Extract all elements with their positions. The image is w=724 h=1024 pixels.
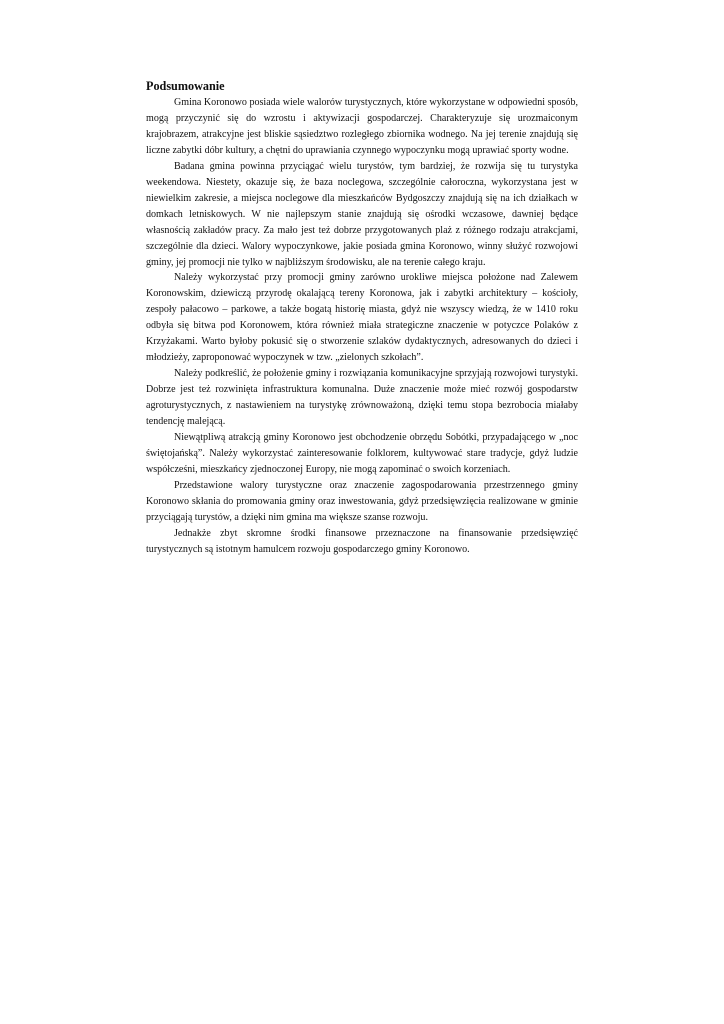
paragraph-5: Niewątpliwą atrakcją gminy Koronowo jest obchodzenie obrzędu Sobótki, przypadającego w „noc świętojańską”. Należy wykorzystać zainteresowanie folklorem, kultywować stare tradycje, gdyż ludzie współcześni, mieszkańcy zjednoczonej Europy, nie mogą zapominać o swoich korzeniach.	[146, 432, 578, 475]
document-page	[146, 78, 578, 558]
paragraph-6: Przedstawione walory turystyczne oraz znaczenie zagospodarowania przestrzennego gminy Koronowo skłania do promowania gminy oraz inwestowania, gdyż przedsięwzięcia realizowane w gminie przyciągają turystów, a dzięki nim gmina ma większe szanse rozwoju.	[146, 479, 578, 523]
paragraph-4: Należy podkreślić, że położenie gminy i rozwiązania komunikacyjne sprzyjają rozwojowi turystyki. Dobrze jest też rozwinięta infrastruktura komunalna. Duże znaczenie może mieć rozwój gospodarstw agroturystycznych, z nastawieniem na turystykę zrównoważoną, dzięki temu stopa bezrobocia miałaby tendencję malejącą.	[146, 368, 578, 428]
paragraph-2: Badana gmina powinna przyciągać wielu turystów, tym bardziej, że rozwija się tu turystyka weekendowa. Niestety, okazuje się, że baza noclegowa, szczególnie całoroczna, wykorzystana jest w niewielkim zakresie, a miejsca noclegowe dla mieszkańców Bydgoszczy znajdują się na ich działkach w domkach letniskowych. W nie najlepszym stanie znajdują się ośrodki wczasowe, dawniej będące własnością zakładów pracy. Za mało jest też dobrze przygotowanych plaż z różnego rodzaju atrakcjami, szczególnie dla dzieci. Walory wypoczynkowe, jakie posiada gmina Koronowo, winny służyć rozwojowi gminy, jej promocji nie tylko w najbliższym środowisku, ale na terenie całego kraju.	[146, 160, 578, 268]
paragraph-3: Należy wykorzystać przy promocji gminy zarówno urokliwe miejsca położone nad Zalewem Koronowskim, dziewiczą przyrodę okalającą tereny Koronowa, jak i zabytki architektury – kościoły, zespoły pałacowo – parkowe, a także bogatą historię miasta, gdyż nie wszyscy wiedzą, że w 1410 roku odbyła się bitwa pod Koronowem, która również miała strategiczne znaczenie w potyczce Polaków z Krzyżakami. Warto byłoby pokusić się o stworzenie szlaków dydaktycznych, adresowanych do dzieci i młodzieży, zaproponować wypoczynek w tzw. „zielonych szkołach”.	[146, 272, 578, 364]
paragraph-1: Gmina Koronowo posiada wiele walorów turystycznych, które wykorzystane w odpowiedni sposób, mogą przyczynić się do wzrostu i aktywizacji gospodarczej. Charakteryzuje się urozmaiconym krajobrazem, atrakcyjne jest bliskie sąsiedztwo rozległego zbiornika wodnego. Na jej terenie znajdują się liczne zabytki dóbr kultury, a chętni do uprawiania czynnego wypoczynku mogą uprawiać sporty wodne.	[146, 97, 578, 156]
paragraph-7: Jednakże zbyt skromne środki finansowe przeznaczone na finansowanie przedsięwzięć turystycznych są istotnym hamulcem rozwoju gospodarczego gminy Koronowo.	[146, 527, 578, 555]
section-heading: Podsumowanie	[146, 79, 225, 93]
